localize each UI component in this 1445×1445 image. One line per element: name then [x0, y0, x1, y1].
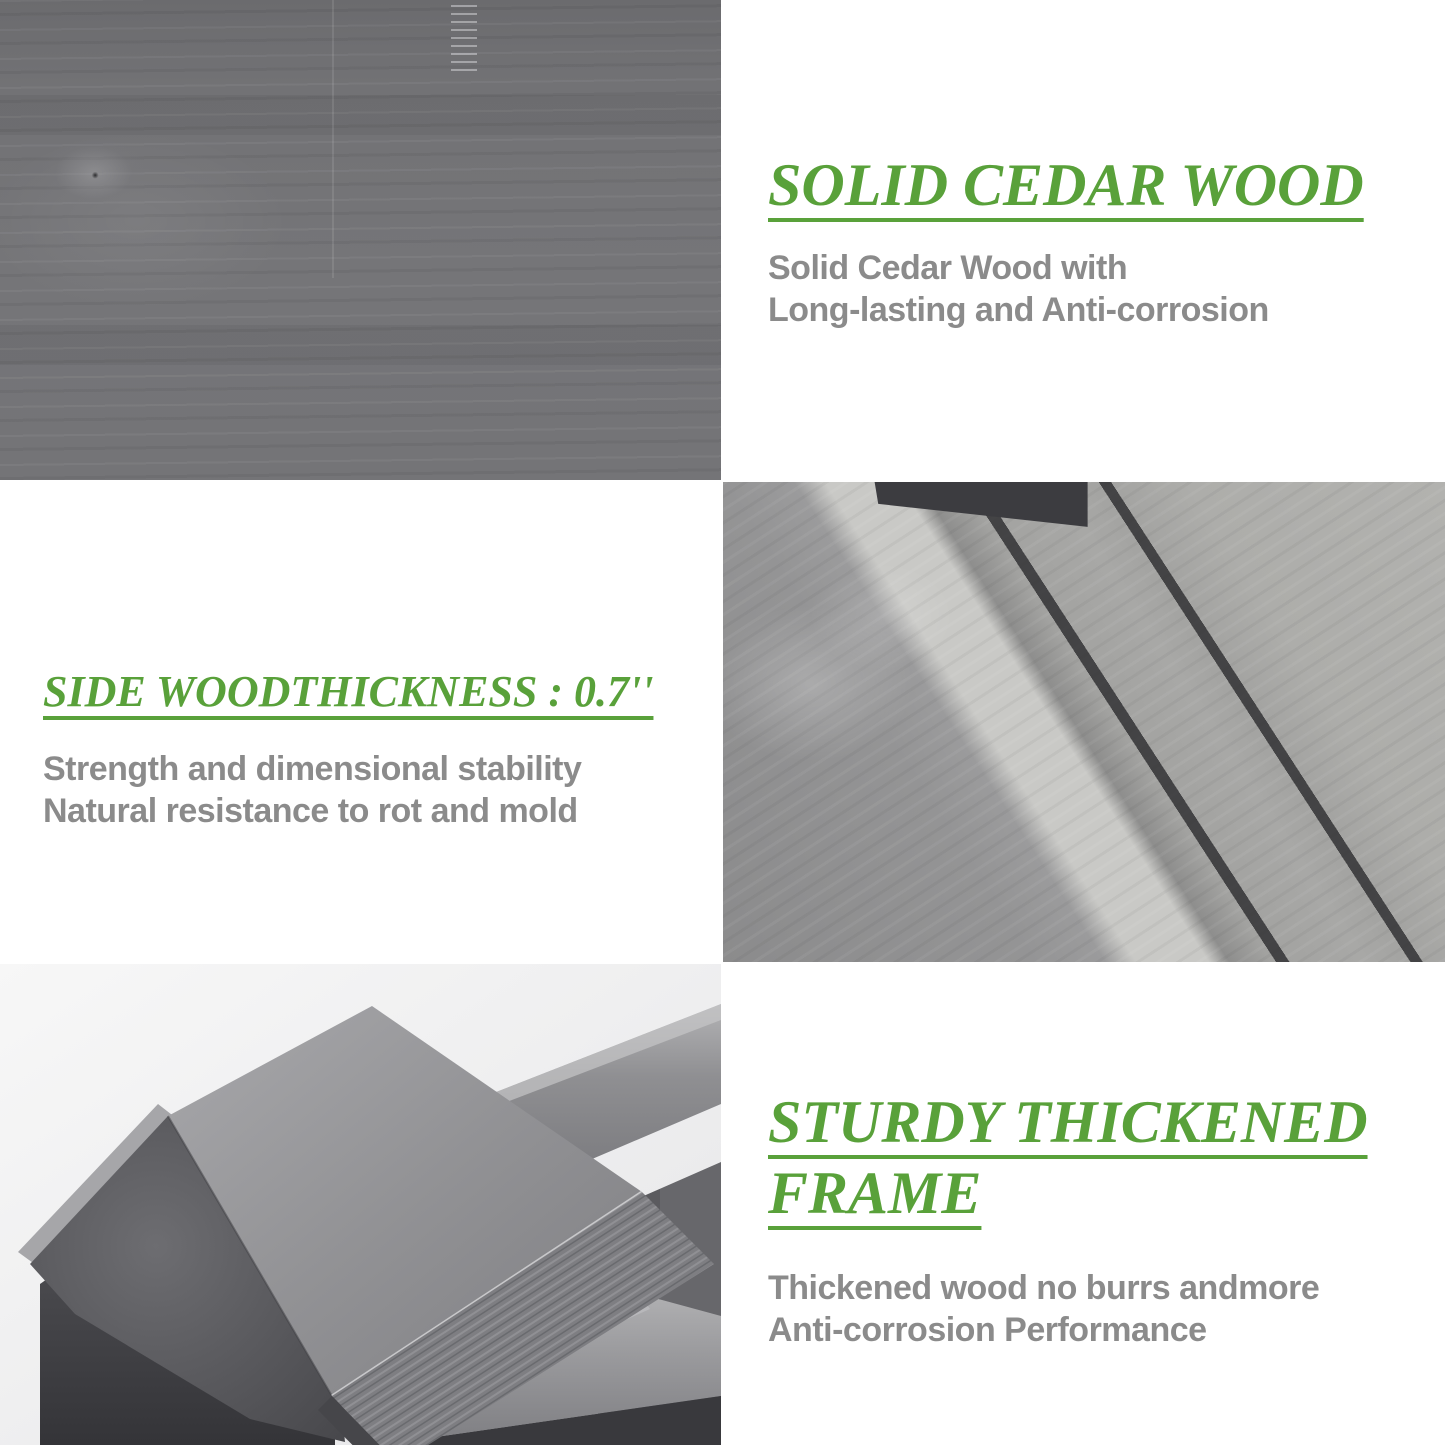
- feature-section-side-wood-thickness: [0, 482, 721, 962]
- feature-description: [43, 748, 581, 832]
- feature-description: [768, 247, 1269, 331]
- post-cap-illustration: [0, 964, 721, 1445]
- feature-description-line: Anti-corrosion Performance: [768, 1310, 1207, 1349]
- feature-heading-sturdy-thickened-frame: STURDY THICKENED FRAME: [768, 1089, 1368, 1226]
- photo-planter-corner: [723, 482, 1445, 962]
- feature-description-line: Strength and dimensional stability: [43, 749, 582, 788]
- feature-section-solid-cedar-wood: [723, 0, 1445, 480]
- planter-far-wall-shadow: [723, 482, 1445, 540]
- feature-section-sturdy-thickened-frame: [723, 964, 1445, 1445]
- feature-description-line: Thickened wood no burrs andmore: [768, 1268, 1320, 1307]
- feature-heading-solid-cedar-wood: SOLID CEDAR WOOD: [768, 152, 1364, 218]
- feature-description-line: Natural resistance to rot and mold: [43, 791, 578, 830]
- feature-description-line: Long-lasting and Anti-corrosion: [768, 290, 1269, 329]
- photo-post-cap: [0, 964, 721, 1445]
- feature-heading-side-wood-thickness: SIDE WOODTHICKNESS : 0.7'': [43, 667, 654, 716]
- photo-cedar-grain: [0, 0, 721, 480]
- feature-description-line: Solid Cedar Wood with: [768, 248, 1128, 287]
- feature-description: [768, 1267, 1319, 1351]
